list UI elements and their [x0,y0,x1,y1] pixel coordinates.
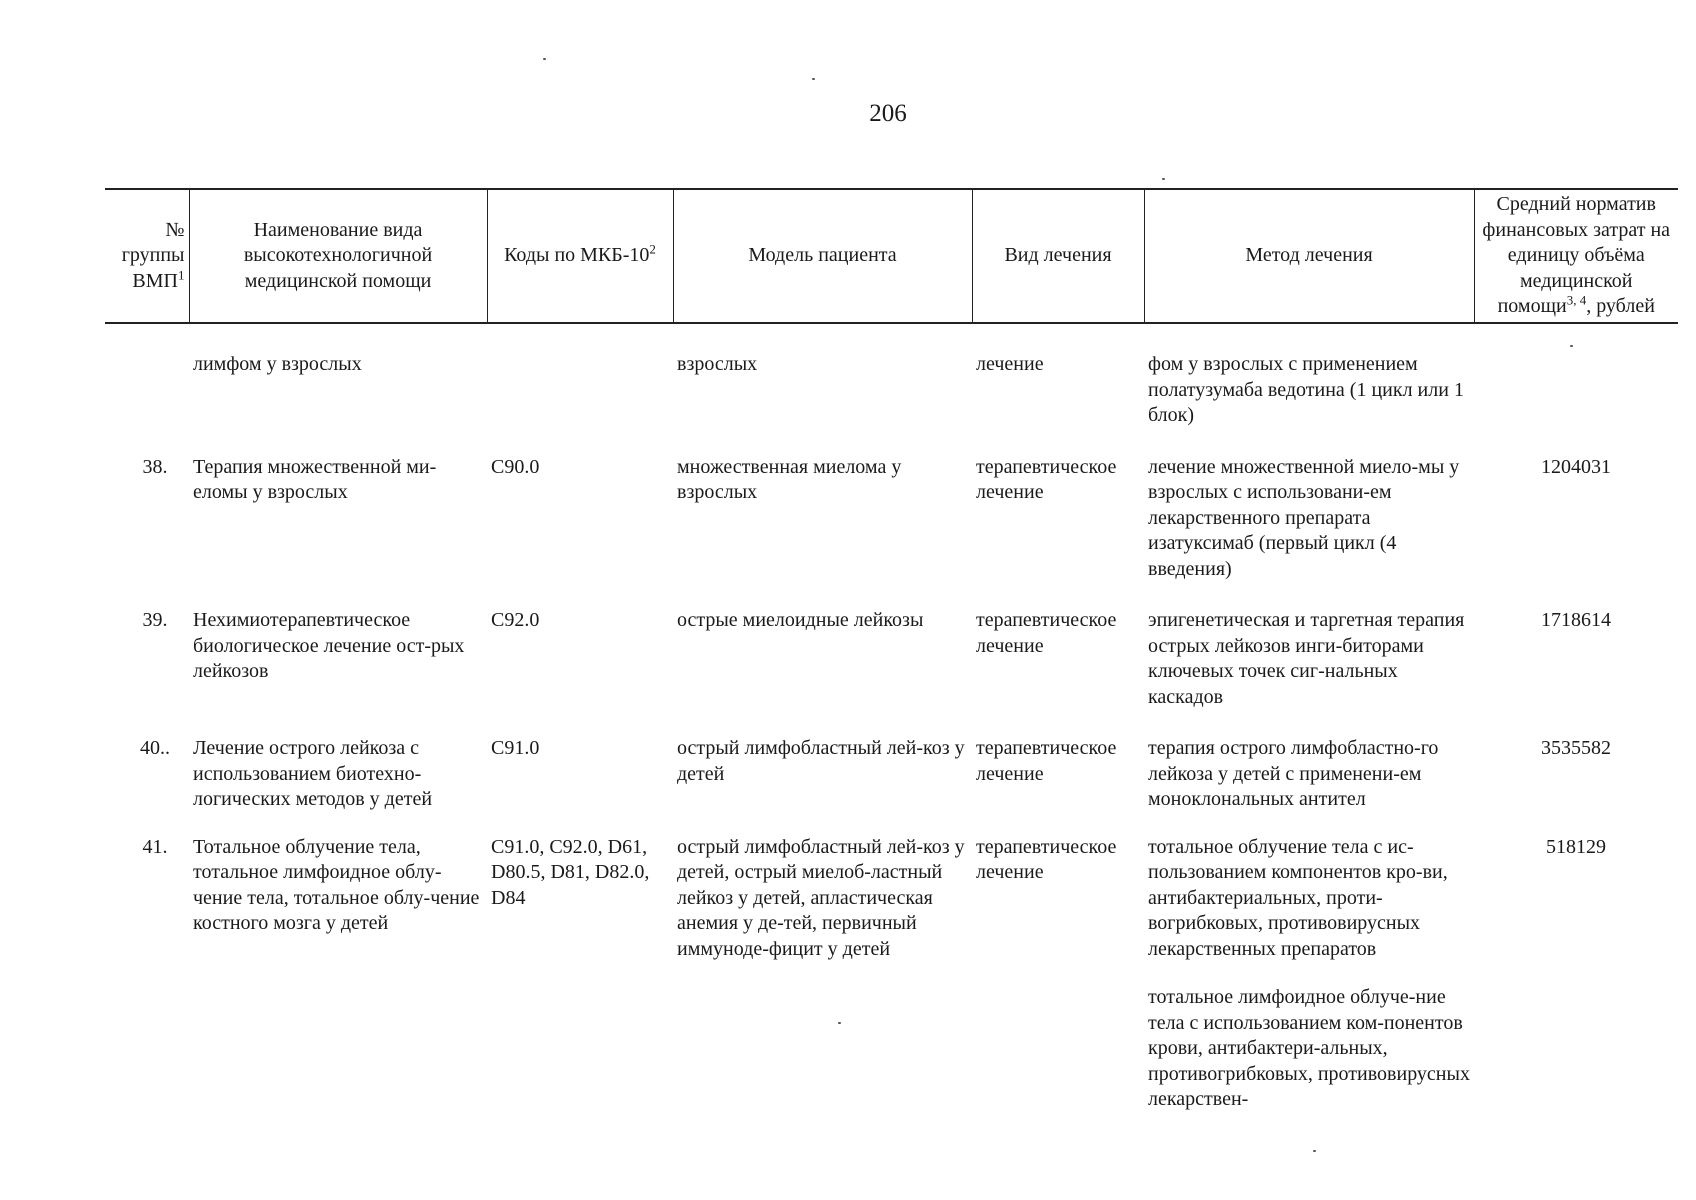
header-group-no-label: № группы ВМП [121,218,185,292]
row-method: эпигенетическая и таргетная терапия острых лейкозов инги-биторами ключевых точек сиг-нальных каскадов [1148,609,1465,708]
row-method: фом у взрослых с применением полатузумаба ведотина (1 цикл или 1 блок) [1148,353,1464,426]
row-cost: 518129 [1546,835,1606,858]
row-cost: 3535582 [1541,737,1611,759]
table-row [105,582,1678,710]
header-codes [487,189,673,323]
header-treatment-method: Метод лечения [1144,189,1474,323]
row-cost: 1204031 [1541,455,1611,478]
header-name: Наименование вида высокотехнологичной медицинской помощи [189,189,487,323]
header-group-no [105,189,189,323]
row-name: лимфом у взрослых [193,353,362,375]
row-name: Терапия множественной ми-еломы у взрослых [193,455,437,503]
row-type: терапевтическое лечение [976,455,1117,503]
row-name: Тотальное облучение тела, тотальное лимфоидное облу-чение тела, тотальное облу-чение костного мозга у детей [193,835,480,934]
row-num: 40.. [140,737,170,759]
table-row [105,813,1678,1113]
row-codes: C90.0 [491,455,540,478]
table-body [105,323,1678,1113]
row-model: острые миелоидные лейкозы [677,609,924,631]
row-codes: C92.0 [491,609,540,631]
page-number: 206 [869,100,907,127]
row-codes: C91.0, C92.0, D61, D80.5, D81, D82.0, D84 [491,835,650,909]
header-codes-label: Коды по МКБ-10 [504,244,650,267]
row-codes [487,323,673,429]
header-cost [1474,189,1678,323]
footnote-mark: 1 [178,267,185,283]
row-method: лечение множественной миело-мы у взрослых с использовани-ем лекарственного препарата изатуксимаб (первый цикл (4 введения) [1148,455,1460,580]
row-model: множественная миелома у взрослых [677,455,902,503]
header-cost-label: Средний норматив финансовых затрат на единицу объёма медицинской помощи [1482,193,1671,318]
row-model: острый лимфобластный лей-коз у детей, острый миелоб-ластный лейкоз у детей, апластическая анемия у де-тей, первичный иммуноде-фицит у детей [677,835,965,960]
scan-speck [543,58,546,60]
row-num [105,323,189,429]
row-codes: C91.0 [491,737,540,759]
row-num: 39. [142,609,168,631]
footnote-mark: 3, 4 [1566,292,1587,308]
method-item: тотальное лимфоидное облуче-ние тела с использованием ком-понентов крови, антибактери-альных, противогрибковых, противовирусных лекарствен- [1148,986,1470,1110]
footnote-mark: 2 [649,241,656,257]
row-cost: 1718614 [1541,609,1611,631]
table-header [105,189,1678,323]
row-model: острый лимфобластный лей-коз у детей [677,737,965,785]
header-patient-model: Модель пациента [673,189,972,323]
row-name: Нехимиотерапевтическое биологическое лечение ост-рых лейкозов [193,609,465,682]
row-type: терапевтическое лечение [976,835,1117,883]
row-num: 38. [142,455,168,478]
row-model: взрослых [677,353,758,375]
scan-speck [1162,178,1165,180]
row-name: Лечение острого лейкоза с использованием биотехно-логических методов у детей [193,737,433,810]
vmp-table [105,188,1678,1113]
row-method: терапия острого лимфобластно-го лейкоза у детей с применени-ем моноклональных антител [1148,737,1439,810]
table-row [105,429,1678,583]
header-cost-suffix: , рублей [1586,295,1655,318]
row-method [1144,813,1474,1113]
row-cost [1474,323,1678,429]
table-row [105,710,1678,813]
method-item: тотальное облучение тела с ис-пользованием компонентов кро-ви, антибактериальных, проти-вогрибковых, противовирусных лекарственных препаратов [1148,835,1448,960]
row-num: 41. [142,835,168,858]
scan-speck [812,78,815,80]
scan-speck [1313,1150,1316,1152]
header-treatment-type: Вид лечения [972,189,1144,323]
row-type: терапевтическое лечение [976,737,1117,785]
row-type: лечение [976,353,1044,375]
table-row [105,323,1678,429]
row-type: терапевтическое лечение [976,609,1117,657]
